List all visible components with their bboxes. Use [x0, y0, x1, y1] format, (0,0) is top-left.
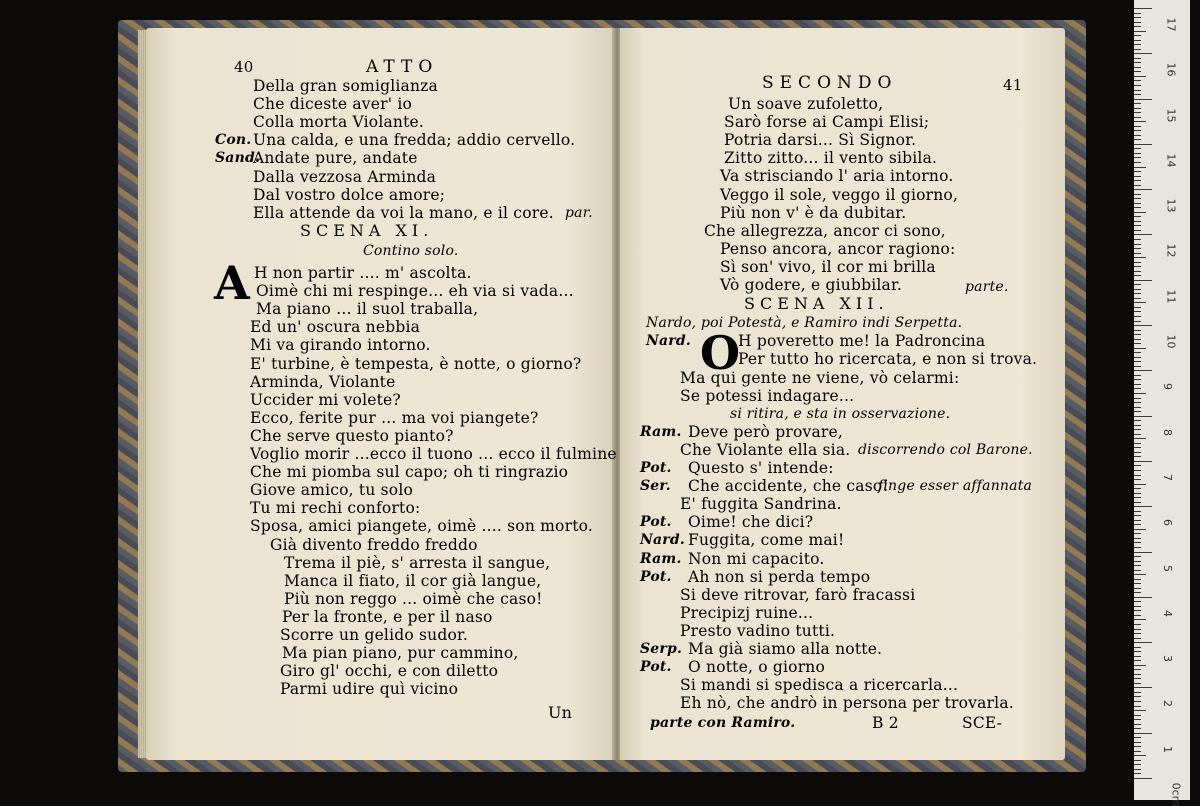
verse-line: Già divento freddo freddo [270, 535, 478, 554]
verse-line: Una calda, e una fredda; addio cervello. [253, 131, 576, 150]
ruler-tick [1134, 26, 1141, 27]
stage-direction: discorrendo col Barone. [858, 441, 1033, 458]
verse-line: Che serve questo pianto? [250, 426, 454, 445]
verse-line: Va strisciando l' aria intorno. [720, 167, 954, 186]
ruler-number: 6 [1161, 519, 1174, 527]
ruler-tick [1134, 225, 1141, 226]
ruler-tick [1134, 307, 1141, 308]
verse-line: Ma qui gente ne viene, vò celarmi: [680, 368, 960, 387]
ruler-tick [1134, 506, 1152, 507]
verse-line: Scorre un gelido sudor. [280, 626, 469, 644]
ruler-tick [1134, 633, 1141, 634]
verse-line: Veggo il sole, veggo il giorno, [720, 185, 959, 204]
ruler-tick [1134, 710, 1146, 711]
ruler-tick [1134, 13, 1141, 14]
verse-line: Vò godere, e giubbilar. [720, 276, 903, 294]
speaker-label: Sand. [215, 150, 261, 167]
ruler-tick [1134, 112, 1141, 113]
verse-line: Ed un' oscura nebbia [250, 318, 421, 337]
ruler-tick [1134, 742, 1141, 743]
ruler-tick [1134, 176, 1141, 177]
ruler-tick [1134, 411, 1141, 412]
ruler-tick [1134, 103, 1141, 104]
speaker-label: Con. [215, 132, 252, 149]
ruler-tick [1134, 502, 1141, 503]
ruler-tick [1134, 533, 1141, 534]
ruler-tick [1134, 334, 1141, 335]
ruler-tick [1134, 497, 1141, 498]
ruler-tick [1134, 778, 1152, 779]
ruler-tick [1134, 94, 1141, 95]
ruler-tick [1134, 665, 1146, 666]
verse-line: Voglio morir ...ecco il tuono ... ecco il fulmine [250, 445, 617, 463]
verse-line: Deve però provare, [688, 422, 843, 441]
stage-direction: si ritira, e sta in osservazione. [730, 405, 951, 422]
verse-line: Che accidente, che caso! [688, 477, 889, 496]
ruler-tick [1134, 574, 1146, 575]
ruler-number: 5 [1161, 564, 1174, 572]
verse-line: Dalla vezzosa Arminda [253, 167, 437, 186]
ruler-tick [1134, 443, 1141, 444]
ruler-tick [1134, 751, 1141, 752]
ruler-tick [1134, 162, 1141, 163]
ruler-tick [1134, 647, 1141, 648]
ruler-tick [1134, 194, 1141, 195]
ruler-tick [1134, 234, 1152, 235]
ruler-number: 1 [1161, 745, 1174, 753]
verse-line: E' fuggita Sandrina. [680, 495, 842, 514]
verse-line: Della gran somiglianza [253, 77, 438, 95]
ruler-tick [1134, 302, 1146, 303]
running-head-right: SECONDO [762, 73, 898, 93]
ruler-tick [1134, 416, 1152, 417]
ruler-tick [1134, 130, 1141, 131]
ruler-tick [1134, 402, 1141, 403]
verse-line: Dal vostro dolce amore; [253, 185, 446, 204]
ruler-tick [1134, 728, 1141, 729]
ruler-tick [1134, 144, 1152, 145]
ruler-tick [1134, 311, 1141, 312]
ruler-tick [1134, 316, 1141, 317]
verse-line: Che mi piomba sul capo; oh ti ringrazio [250, 463, 569, 482]
ruler-tick [1134, 139, 1141, 140]
speaker-label: Serp. [640, 641, 683, 657]
ruler-tick [1134, 398, 1141, 399]
ruler-tick [1134, 212, 1146, 213]
ruler-tick [1134, 470, 1141, 471]
ruler-number: 15 [1164, 108, 1178, 123]
verse-line: Si deve ritrovar, farò fracassi [680, 585, 916, 604]
verse-line: E' turbine, è tempesta, è notte, o giorno? [250, 354, 582, 373]
ruler-tick [1134, 293, 1141, 294]
ruler-tick [1134, 379, 1141, 380]
verse-line: Trema il piè, s' arresta il sangue, [284, 553, 551, 572]
ruler-tick [1134, 683, 1141, 684]
scene-title: SCENA XII. [744, 294, 889, 314]
verse-line: Ella attende da voi la mano, e il core. [253, 203, 554, 222]
ruler-tick [1134, 85, 1141, 86]
ruler-tick [1134, 198, 1141, 199]
ruler-tick [1134, 343, 1141, 344]
verse-line: Ecco, ferite pur ... ma voi piangete? [250, 408, 539, 427]
ruler-tick [1134, 733, 1152, 734]
ruler-tick [1134, 447, 1141, 448]
verse-line: Sì son' vivo, il cor mi brilla [720, 257, 936, 276]
verse-line: Eh nò, che andrò in persona per trovarla. [680, 694, 1014, 713]
speaker-label: Nard. [646, 333, 691, 350]
signature-mark: B 2 [872, 714, 899, 733]
ruler-tick [1134, 773, 1141, 774]
ruler-number: 16 [1164, 62, 1178, 77]
ruler-tick [1134, 221, 1141, 222]
ruler-tick [1134, 407, 1141, 408]
ruler-tick [1134, 185, 1141, 186]
verse-line: Per la fronte, e per il naso [282, 607, 493, 626]
ruler-tick [1134, 330, 1141, 331]
ruler-tick [1134, 135, 1141, 136]
ruler-tick [1134, 80, 1141, 81]
verse-line: H non partir .... m' ascolta. [254, 264, 472, 282]
ruler-tick [1134, 619, 1146, 620]
ruler-tick [1134, 588, 1141, 589]
speaker-label: Pot. [640, 568, 672, 585]
ruler-tick [1134, 479, 1141, 480]
ruler-tick [1134, 429, 1141, 430]
ruler-tick [1134, 755, 1146, 756]
ruler-number: 0cm [1169, 782, 1183, 806]
speaker-label: Ser. [640, 478, 671, 495]
ruler-tick [1134, 239, 1141, 240]
ruler-tick [1134, 638, 1141, 639]
ruler-tick [1134, 271, 1141, 272]
verse-line: Più non reggo ... oimè che caso! [284, 589, 543, 608]
catchword: Un [548, 703, 573, 722]
verse-line: Sposa, amici piangete, oimè .... son morto. [250, 517, 594, 536]
ruler-tick [1134, 561, 1141, 562]
ruler-number: 3 [1161, 655, 1174, 663]
scene-title: SCENA XI. [300, 220, 434, 240]
ruler-tick [1134, 180, 1141, 181]
ruler-tick [1134, 393, 1146, 394]
speaker-label: Ram. [640, 550, 682, 567]
ruler-tick [1134, 465, 1141, 466]
verse-line: Più non v' è da dubitar. [720, 203, 907, 222]
ruler-tick [1134, 456, 1141, 457]
ruler-tick [1134, 31, 1146, 32]
verse-line: Arminda, Violante [250, 372, 396, 391]
ruler-tick [1134, 606, 1141, 607]
ruler-tick [1134, 321, 1141, 322]
ruler-tick [1134, 656, 1141, 657]
ruler-number: 12 [1164, 243, 1178, 258]
page-number-right: 41 [1003, 76, 1023, 94]
ruler-tick [1134, 651, 1141, 652]
ruler-tick [1134, 678, 1141, 679]
ruler-tick [1134, 629, 1141, 630]
ruler-tick [1134, 597, 1152, 598]
ruler-tick [1134, 552, 1152, 553]
verse-line: Questo s' intende: [688, 459, 834, 477]
ruler-tick [1134, 280, 1152, 281]
ruler-tick [1134, 339, 1141, 340]
ruler-number: 9 [1161, 383, 1174, 391]
ruler-tick [1134, 325, 1152, 326]
ruler-tick [1134, 248, 1141, 249]
verse-line: Un soave zufoletto, [728, 95, 884, 113]
ruler-tick [1134, 17, 1141, 18]
verse-line: Manca il fiato, il cor già langue, [284, 571, 542, 590]
speaker-label: Pot. [640, 460, 672, 476]
verse-line: Ah non si perda tempo [688, 567, 871, 586]
ruler-tick [1134, 511, 1141, 512]
ruler-tick [1134, 542, 1141, 543]
ruler-tick [1134, 764, 1141, 765]
verse-line: Presto vadino tutti. [680, 621, 836, 640]
exit-direction: parte. [965, 279, 1009, 295]
ruler-tick [1134, 701, 1141, 702]
ruler-tick [1134, 488, 1141, 489]
verse-line: Penso ancora, ancor ragiono: [720, 239, 956, 258]
ruler-tick [1134, 167, 1146, 168]
ruler-tick [1134, 556, 1141, 557]
verse-line: Uccider mi volete? [250, 390, 401, 409]
ruler-tick [1134, 515, 1141, 516]
measurement-ruler [1134, 0, 1190, 806]
verse-line: Sarò forse ai Campi Elisi; [724, 113, 930, 132]
verse-line: Ma pian piano, pur cammino, [282, 644, 519, 663]
verse-line: Che allegrezza, ancor ci sono, [704, 221, 946, 240]
verse-line: Parmi udire quì vicino [280, 680, 459, 699]
verse-line: O notte, o giorno [688, 658, 826, 677]
ruler-tick [1134, 615, 1141, 616]
ruler-tick [1134, 44, 1141, 45]
ruler-tick [1134, 565, 1141, 566]
ruler-number: 8 [1161, 428, 1174, 436]
ruler-tick [1134, 361, 1141, 362]
ruler-tick [1134, 660, 1141, 661]
ruler-tick [1134, 493, 1141, 494]
ruler-tick [1134, 529, 1146, 530]
ruler-tick [1134, 706, 1141, 707]
ruler-tick [1134, 724, 1141, 725]
scene-cast: Contino solo. [363, 242, 459, 259]
ruler-tick [1134, 266, 1141, 267]
verse-line: H poveretto me! la Padroncina [738, 332, 986, 351]
ruler-number: 17 [1164, 17, 1178, 32]
verse-line: Zitto zitto... il vento sibila. [724, 149, 938, 168]
ruler-tick [1134, 8, 1152, 9]
verse-line: Ma già siamo alla notte. [688, 640, 883, 658]
verse-line: Che diceste aver' io [253, 95, 413, 114]
ruler-tick [1134, 610, 1141, 611]
stage-direction: finge esser affannata [878, 478, 1033, 495]
ruler-tick [1134, 669, 1141, 670]
page-number-left: 40 [234, 58, 254, 76]
ruler-tick [1134, 452, 1141, 453]
ruler-tick [1134, 216, 1141, 217]
ruler-number: 7 [1161, 473, 1174, 481]
ruler-tick [1134, 687, 1152, 688]
speaker-label: Pot. [640, 514, 672, 531]
verse-line: Oimè chi mi respinge... eh via si vada... [256, 282, 574, 301]
ruler-tick [1134, 253, 1141, 254]
ruler-tick [1134, 538, 1141, 539]
ruler-number: 4 [1161, 609, 1174, 617]
ruler-tick [1134, 153, 1141, 154]
ruler-tick [1134, 76, 1146, 77]
ruler-tick [1134, 579, 1141, 580]
ruler-tick [1134, 384, 1141, 385]
ruler-number: 10 [1164, 334, 1178, 349]
ruler-tick [1134, 370, 1152, 371]
ruler-tick [1134, 49, 1141, 50]
drop-cap: A [214, 256, 250, 310]
ruler-tick [1134, 298, 1141, 299]
ruler-tick [1134, 583, 1141, 584]
verse-line: Per tutto ho ricercata, e non si trova. [738, 350, 1038, 369]
ruler-tick [1134, 357, 1141, 358]
ruler-tick [1134, 475, 1141, 476]
ruler-tick [1134, 108, 1141, 109]
verse-line: Precipizj ruine... [680, 603, 814, 622]
ruler-tick [1134, 203, 1141, 204]
verse-line: Oime! che dici? [688, 513, 814, 532]
ruler-tick [1134, 547, 1141, 548]
ruler-tick [1134, 674, 1141, 675]
ruler-tick [1134, 592, 1141, 593]
verse-line: Andate pure, andate [253, 149, 418, 168]
ruler-tick [1134, 375, 1141, 376]
ruler-tick [1134, 35, 1141, 36]
verse-line: Se potessi indagare... [680, 386, 855, 405]
ruler-tick [1134, 388, 1141, 389]
ruler-tick [1134, 366, 1141, 367]
ruler-tick [1134, 692, 1141, 693]
verse-line: Ma piano ... il suol traballa, [256, 300, 479, 319]
verse-line: Colla morta Violante. [253, 113, 425, 132]
ruler-tick [1134, 746, 1141, 747]
verse-line: Giro gl' occhi, e con diletto [280, 662, 499, 681]
ruler-tick [1134, 348, 1146, 349]
ruler-tick [1134, 22, 1141, 23]
verse-line: Giove amico, tu solo [250, 481, 414, 500]
drop-cap: O [700, 326, 741, 381]
ruler-tick [1134, 570, 1141, 571]
speaker-label: Pot. [640, 659, 672, 676]
ruler-tick [1134, 62, 1141, 63]
ruler-number: 2 [1161, 700, 1174, 708]
ruler-tick [1134, 760, 1141, 761]
catchword: SCE- [962, 714, 1003, 733]
verse-line: Potria darsi... Sì Signor. [724, 131, 917, 150]
verse-line: Non mi capacito. [688, 549, 825, 568]
ruler-tick [1134, 53, 1152, 54]
ruler-tick [1134, 257, 1146, 258]
speaker-label: Ram. [640, 423, 682, 440]
ruler-tick [1134, 715, 1141, 716]
stage-direction: par. [565, 204, 593, 221]
ruler-tick [1134, 520, 1141, 521]
verse-line: Che Violante ella sia. [680, 440, 851, 459]
ruler-number: 14 [1164, 153, 1178, 168]
ruler-tick [1134, 99, 1152, 100]
ruler-tick [1134, 737, 1141, 738]
ruler-tick [1134, 148, 1141, 149]
ruler-tick [1134, 157, 1141, 158]
ruler-tick [1134, 352, 1141, 353]
verse-line: Tu mi rechi conforto: [250, 499, 421, 518]
ruler-tick [1134, 434, 1141, 435]
ruler-tick [1134, 126, 1141, 127]
running-head-left: ATTO [366, 57, 439, 77]
ruler-tick [1134, 524, 1141, 525]
verse-line: Si mandi si spedisca a ricercarla... [680, 676, 959, 695]
ruler-tick [1134, 420, 1141, 421]
ruler-tick [1134, 67, 1141, 68]
ruler-tick [1134, 601, 1141, 602]
ruler-tick [1134, 289, 1141, 290]
ruler-number: 13 [1164, 198, 1178, 213]
stage-direction: parte con Ramiro. [650, 715, 796, 732]
ruler-tick [1134, 230, 1141, 231]
ruler-tick [1134, 484, 1146, 485]
ruler-tick [1134, 262, 1141, 263]
ruler-tick [1134, 719, 1141, 720]
ruler-tick [1134, 244, 1141, 245]
ruler-tick [1134, 642, 1152, 643]
ruler-tick [1134, 121, 1146, 122]
speaker-label: Nard. [640, 532, 685, 549]
scene-cast: Nardo, poi Potestà, e Ramiro indi Serpetta. [646, 315, 963, 332]
verse-line: Mi va girando intorno. [250, 336, 431, 355]
ruler-tick [1134, 461, 1152, 462]
ruler-number: 11 [1164, 289, 1178, 304]
verse-line: Fuggita, come mai! [688, 531, 845, 550]
ruler-tick [1134, 425, 1141, 426]
ruler-tick [1134, 40, 1141, 41]
ruler-tick [1134, 275, 1141, 276]
ruler-tick [1134, 438, 1146, 439]
ruler-tick [1134, 284, 1141, 285]
ruler-tick [1134, 71, 1141, 72]
ruler-tick [1134, 90, 1141, 91]
ruler-tick [1134, 171, 1141, 172]
ruler-tick [1134, 696, 1141, 697]
ruler-tick [1134, 117, 1141, 118]
ruler-tick [1134, 769, 1141, 770]
ruler-tick [1134, 189, 1152, 190]
ruler-tick [1134, 58, 1141, 59]
ruler-tick [1134, 624, 1141, 625]
ruler-tick [1134, 207, 1141, 208]
